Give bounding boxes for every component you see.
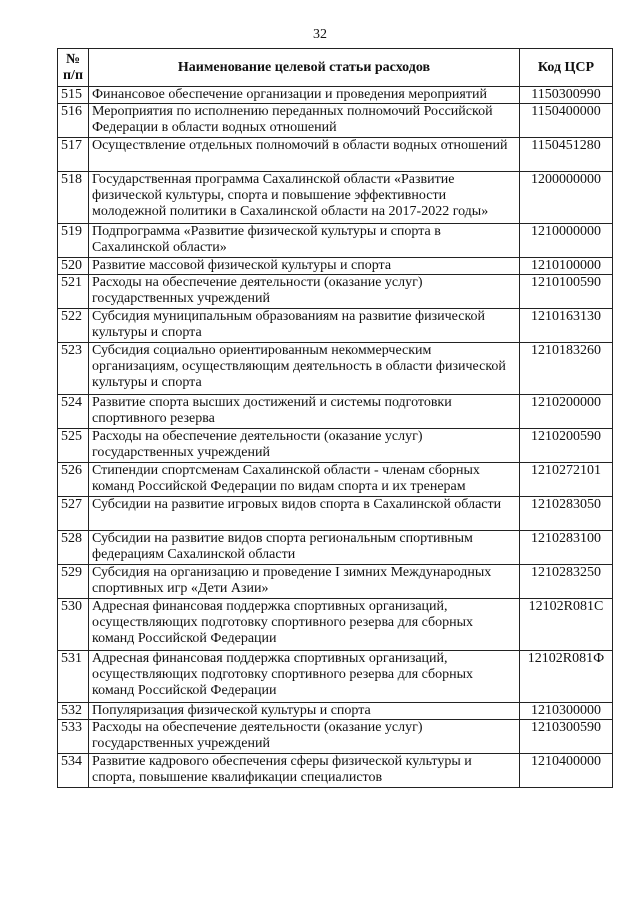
row-num: 520 <box>58 258 89 275</box>
row-num: 518 <box>58 172 89 224</box>
row-num: 517 <box>58 138 89 172</box>
table-row <box>58 172 613 224</box>
row-name: Субсидии на развитие игровых видов спорта в Сахалинской области <box>89 497 520 531</box>
table-row <box>58 275 613 309</box>
row-code: 1210100590 <box>520 275 613 309</box>
table-row <box>58 343 613 395</box>
row-name: Расходы на обеспечение деятельности (оказание услуг) государственных учреждений <box>89 720 520 754</box>
row-code: 1210283100 <box>520 531 613 565</box>
table-row <box>58 599 613 651</box>
row-code: 1210183260 <box>520 343 613 395</box>
row-code: 1210200000 <box>520 395 613 429</box>
row-name: Подпрограмма «Развитие физической культуры и спорта в Сахалинской области» <box>89 224 520 258</box>
row-code: 1150300990 <box>520 87 613 104</box>
table-row <box>58 258 613 275</box>
row-code: 1150451280 <box>520 138 613 172</box>
row-name: Стипендии спортсменам Сахалинской области - членам сборных команд Российской Федерации по видам спорта и их тренерам <box>89 463 520 497</box>
row-code: 1210272101 <box>520 463 613 497</box>
table-row <box>58 531 613 565</box>
page-number: 32 <box>313 27 327 42</box>
row-num: 529 <box>58 565 89 599</box>
header-num: № п/п <box>58 49 89 87</box>
table-row <box>58 565 613 599</box>
row-name: Субсидии на развитие видов спорта региональным спортивным федерациям Сахалинской области <box>89 531 520 565</box>
row-name: Субсидия муниципальным образованиям на развитие физической культуры и спорта <box>89 309 520 343</box>
row-code: 1210163130 <box>520 309 613 343</box>
row-name: Субсидия социально ориентированным некоммерческим организациям, осуществляющим деятельность в области физической культуры и спорта <box>89 343 520 395</box>
row-code: 1150400000 <box>520 104 613 138</box>
row-code: 1210100000 <box>520 258 613 275</box>
row-code: 1210200590 <box>520 429 613 463</box>
row-num: 524 <box>58 395 89 429</box>
row-num: 533 <box>58 720 89 754</box>
row-code: 1210283050 <box>520 497 613 531</box>
row-code: 1210400000 <box>520 754 613 788</box>
table-header-row <box>58 49 613 87</box>
row-num: 528 <box>58 531 89 565</box>
row-code: 12102R081Ф <box>520 651 613 703</box>
row-name: Развитие кадрового обеспечения сферы физической культуры и спорта, повышение квалификации специалистов <box>89 754 520 788</box>
row-name: Адресная финансовая поддержка спортивных организаций, осуществляющих подготовку спортивного резерва для сборных команд Российской Федерации <box>89 599 520 651</box>
table-row <box>58 87 613 104</box>
row-name: Финансовое обеспечение организации и проведения мероприятий <box>89 87 520 104</box>
row-num: 515 <box>58 87 89 104</box>
row-num: 531 <box>58 651 89 703</box>
row-num: 522 <box>58 309 89 343</box>
row-name: Расходы на обеспечение деятельности (оказание услуг) государственных учреждений <box>89 429 520 463</box>
header-code: Код ЦСР <box>520 49 613 87</box>
table-row <box>58 104 613 138</box>
table-row <box>58 429 613 463</box>
row-num: 521 <box>58 275 89 309</box>
row-code: 12102R081С <box>520 599 613 651</box>
table-row <box>58 463 613 497</box>
row-code: 1210000000 <box>520 224 613 258</box>
table-row <box>58 651 613 703</box>
row-name: Развитие массовой физической культуры и спорта <box>89 258 520 275</box>
expenditure-table <box>57 48 613 788</box>
row-code: 1200000000 <box>520 172 613 224</box>
table-row <box>58 224 613 258</box>
row-code: 1210300590 <box>520 720 613 754</box>
table-row <box>58 309 613 343</box>
row-name: Расходы на обеспечение деятельности (оказание услуг) государственных учреждений <box>89 275 520 309</box>
table-row <box>58 754 613 788</box>
table-row <box>58 703 613 720</box>
row-num: 532 <box>58 703 89 720</box>
table-row <box>58 720 613 754</box>
row-num: 519 <box>58 224 89 258</box>
row-name: Осуществление отдельных полномочий в области водных отношений <box>89 138 520 172</box>
row-num: 526 <box>58 463 89 497</box>
row-name: Мероприятия по исполнению переданных полномочий Российской Федерации в области водных отношений <box>89 104 520 138</box>
row-num: 527 <box>58 497 89 531</box>
row-code: 1210283250 <box>520 565 613 599</box>
header-name: Наименование целевой статьи расходов <box>89 49 520 87</box>
row-num: 530 <box>58 599 89 651</box>
row-num: 525 <box>58 429 89 463</box>
table-row <box>58 395 613 429</box>
row-name: Адресная финансовая поддержка спортивных организаций, осуществляющих подготовку спортивного резерва для сборных команд Российской Федерации <box>89 651 520 703</box>
row-code: 1210300000 <box>520 703 613 720</box>
table-row <box>58 138 613 172</box>
row-num: 516 <box>58 104 89 138</box>
row-name: Государственная программа Сахалинской области «Развитие физической культуры, спорта и повышение эффективности молодежной политики в Сахалинской области на 2017-2022 годы» <box>89 172 520 224</box>
row-name: Развитие спорта высших достижений и системы подготовки спортивного резерва <box>89 395 520 429</box>
row-name: Субсидия на организацию и проведение I зимних Международных спортивных игр «Дети Азии» <box>89 565 520 599</box>
row-num: 534 <box>58 754 89 788</box>
row-num: 523 <box>58 343 89 395</box>
table-row <box>58 497 613 531</box>
row-name: Популяризация физической культуры и спорта <box>89 703 520 720</box>
